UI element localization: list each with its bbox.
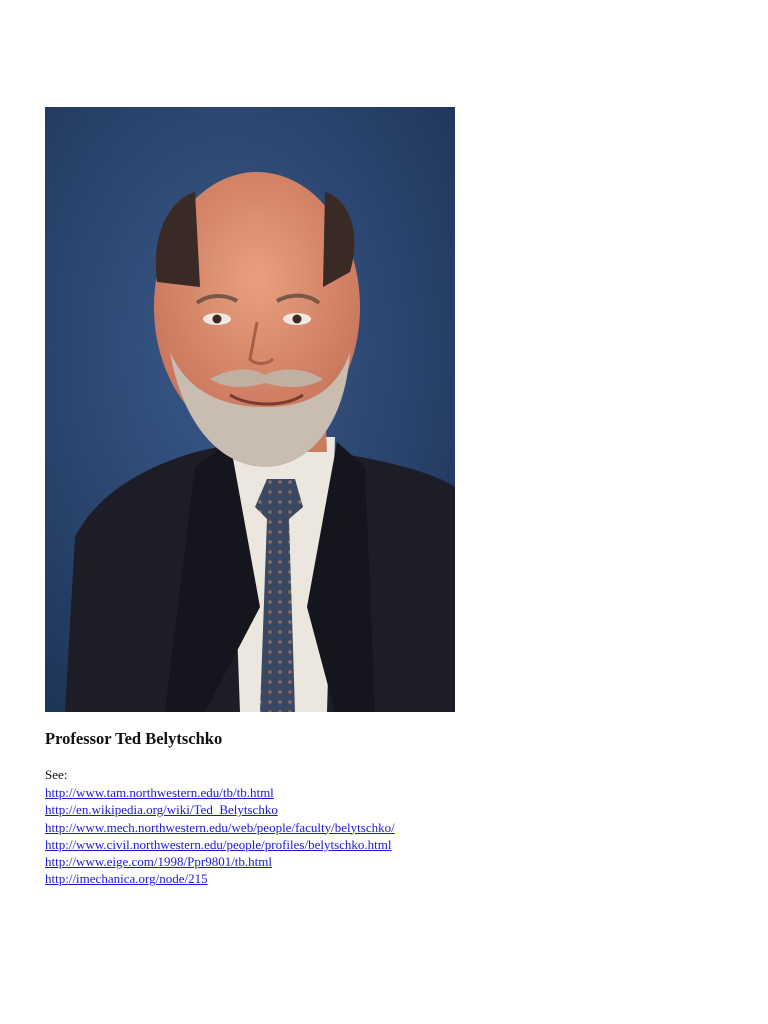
link-tam-northwestern[interactable]: http://www.tam.northwestern.edu/tb/tb.html — [45, 785, 274, 800]
photo-caption: Professor Ted Belytschko — [45, 729, 223, 748]
list-item — [45, 853, 395, 870]
list-item — [45, 801, 395, 818]
link-imechanica[interactable]: http://imechanica.org/node/215 — [45, 871, 208, 887]
link-eige[interactable]: http://www.eige.com/1998/Ppr9801/tb.html — [45, 854, 273, 870]
list-item — [45, 819, 395, 836]
portrait-photo — [45, 107, 455, 712]
reference-links — [45, 784, 395, 888]
link-mech-northwestern[interactable]: http://www.mech.northwestern.edu/web/people/faculty/belytschko/ — [45, 819, 395, 835]
list-item — [45, 784, 395, 801]
portrait-illustration — [45, 107, 455, 712]
see-label: See: — [45, 767, 68, 782]
list-item — [45, 870, 395, 887]
link-wikipedia[interactable]: http://en.wikipedia.org/wiki/Ted_Belytschko — [45, 802, 278, 818]
list-item — [45, 836, 395, 853]
link-civil-northwestern[interactable]: http://www.civil.northwestern.edu/people/profiles/belytschko.html — [45, 836, 392, 852]
